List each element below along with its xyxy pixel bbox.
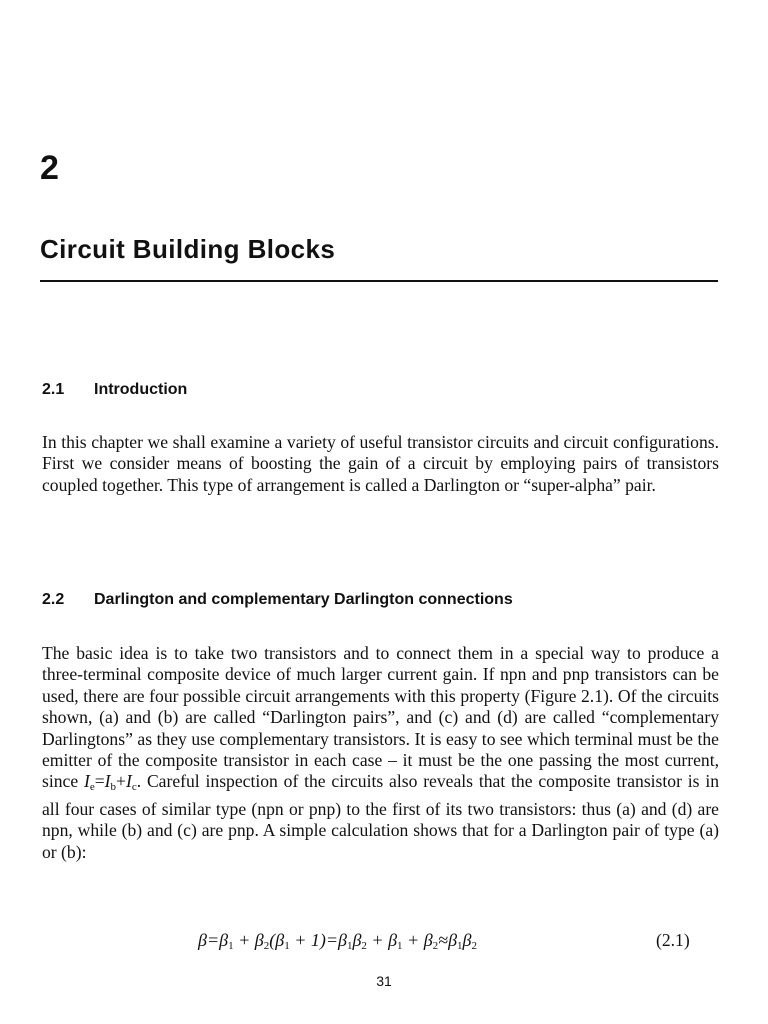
section-title: Darlington and complementary Darlington connections <box>94 591 513 608</box>
current-var: I <box>83 771 90 792</box>
eq-op: ( <box>269 930 276 950</box>
beta-symbol: β <box>462 930 472 950</box>
chapter-number: 2 <box>40 149 59 187</box>
equation-number: (2.1) <box>656 930 690 950</box>
formula-operator: + <box>116 771 126 792</box>
beta-subscript: 1 <box>284 940 290 952</box>
beta-symbol: β <box>423 930 433 950</box>
chapter-title: Circuit Building Blocks <box>40 234 336 264</box>
eq-op: = <box>206 930 220 950</box>
beta-symbol: β <box>388 930 398 950</box>
paragraph-text: The basic idea is to take two transistors and to connect them in a special way to produce a three-terminal composite device of much larger current gain. If npn and pnp transistors can be used, there are four possible circuit arrangements with this property (Figure 2.1). Of the circuits shown, (a) and (b) are called “Darlington pairs”, and (c) and (d) are called “complementary Darlingtons” as they use complementary transistors. It is easy to see which terminal must be the emitter of the composite transistor in each case – it must be the one passing the most current, since <box>42 643 719 792</box>
formula-operator: = <box>94 771 105 792</box>
beta-subscript: 1 <box>397 940 403 952</box>
introduction-paragraph: In this chapter we shall examine a variety of useful transistor circuits and circuit configurations. First we consider means of boosting the gain of a circuit by employing pairs of transistors coupled together. This type of arrangement is called a Darlington or “super-alpha” pair. <box>42 432 719 495</box>
eq-op: + <box>407 930 420 950</box>
darlington-paragraph <box>42 643 719 863</box>
formula-end: . <box>136 771 142 792</box>
current-subscript: e <box>89 781 95 794</box>
section-title: Introduction <box>94 381 188 398</box>
equation-2-1 <box>198 928 477 958</box>
beta-subscript: 1 <box>457 940 463 952</box>
current-var: I <box>125 771 132 792</box>
eq-op: + <box>371 930 384 950</box>
beta-symbol: β <box>352 930 362 950</box>
beta-subscript: 2 <box>361 940 367 952</box>
eq-op: + 1)= <box>294 930 338 950</box>
beta-symbol: β <box>198 930 207 950</box>
eq-op: ≈ <box>438 930 449 950</box>
eq-op: + <box>238 930 251 950</box>
beta-symbol: β <box>219 930 229 950</box>
beta-symbol: β <box>254 930 264 950</box>
section-heading-darlington <box>42 589 513 611</box>
beta-symbol: β <box>275 930 285 950</box>
section-heading-introduction <box>42 379 187 401</box>
current-subscript: c <box>131 781 137 794</box>
chapter-title-rule <box>40 280 718 282</box>
paragraph-text: Careful inspection of the circuits also reveals that the composite transistor is in all four cases of similar type (npn or pnp) to the first of its two transistors: thus (a) and (d) are npn, while (b) and (c) are pnp. A simple calculation shows that for a Darlington pair of type (a) or (b): <box>42 771 720 862</box>
beta-symbol: β <box>448 930 458 950</box>
beta-subscript: 2 <box>432 940 439 952</box>
page-number: 31 <box>376 973 392 989</box>
section-number: 2.2 <box>42 591 65 608</box>
beta-subscript: 1 <box>228 940 234 952</box>
current-var: I <box>104 771 111 792</box>
section-number: 2.1 <box>42 381 65 398</box>
current-subscript: b <box>110 781 117 794</box>
beta-subscript: 2 <box>471 940 477 952</box>
beta-subscript: 1 <box>346 940 353 952</box>
beta-subscript: 2 <box>263 940 270 952</box>
beta-symbol: β <box>337 930 347 950</box>
